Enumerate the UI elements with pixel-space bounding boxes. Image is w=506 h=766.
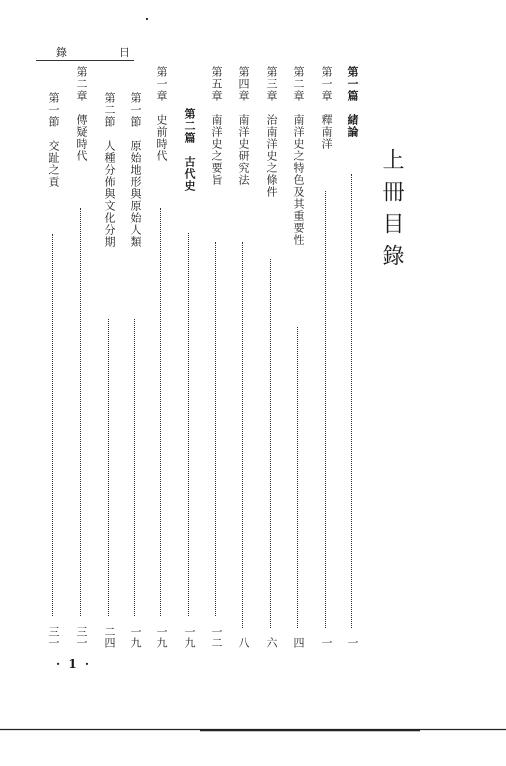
toc-entry-label: 第二節 人種分佈與文化分期 bbox=[103, 92, 116, 248]
toc-entry-label: 第一章 史前時代 bbox=[155, 66, 168, 162]
toc-page-number: 六 bbox=[265, 637, 278, 648]
toc-leader-dots bbox=[215, 242, 216, 616]
toc-leader-dots bbox=[108, 319, 109, 616]
scan-edge-rule bbox=[0, 728, 506, 732]
toc-chapter-entry bbox=[318, 66, 334, 648]
toc-leader-dots bbox=[270, 259, 271, 628]
toc-entry-label: 第一節 交趾之貢 bbox=[47, 92, 60, 188]
toc-page-number: 二四 bbox=[103, 626, 116, 648]
toc-chapter-entry bbox=[73, 66, 89, 648]
running-head bbox=[36, 44, 134, 61]
toc-entry-label: 第二章 傳疑時代 bbox=[75, 66, 88, 162]
toc-page-number: 三一 bbox=[75, 626, 88, 648]
toc-chapter-entry bbox=[235, 66, 251, 648]
page-title: 上冊目錄 bbox=[379, 148, 404, 276]
toc-page-number: 三一 bbox=[47, 626, 60, 648]
toc-page-number: 一九 bbox=[129, 626, 142, 648]
toc-entry-label: 第一篇 緒論 bbox=[346, 66, 359, 138]
toc-chapter-entry bbox=[290, 66, 306, 648]
toc-chapter-entry bbox=[263, 66, 279, 648]
ink-speck bbox=[146, 18, 148, 20]
toc-entry-label: 第二章 南洋史之特色及其重要性 bbox=[292, 66, 305, 246]
toc-leader-dots bbox=[188, 233, 189, 616]
toc-entry-label: 第一章 釋南洋 bbox=[320, 66, 333, 150]
toc-page-number: 一 bbox=[346, 637, 359, 648]
toc-part-entry bbox=[344, 66, 360, 648]
toc-entry-label: 第三章 治南洋史之條件 bbox=[265, 66, 278, 198]
toc-section-entry bbox=[127, 66, 143, 648]
toc-page-number: 一二 bbox=[210, 626, 223, 648]
page-number: · 1 · bbox=[56, 657, 92, 671]
toc-leader-dots bbox=[80, 208, 81, 616]
toc-entry-label: 第五章 南洋史之要旨 bbox=[210, 66, 223, 186]
toc-page-number: 一九 bbox=[155, 626, 168, 648]
toc-page-number: 四 bbox=[292, 637, 305, 648]
toc-leader-dots bbox=[160, 208, 161, 616]
toc-leader-dots bbox=[52, 234, 53, 616]
toc-entry-label: 第二篇 古代史 bbox=[183, 108, 196, 192]
toc-leader-dots bbox=[134, 319, 135, 616]
toc-page-number: 一 bbox=[320, 637, 333, 648]
running-head-left: 錄 bbox=[56, 46, 67, 59]
toc-chapter-entry bbox=[153, 66, 169, 648]
toc-page-number: 一九 bbox=[183, 626, 196, 648]
toc-entry-label: 第一節 原始地形與原始人類 bbox=[129, 92, 142, 248]
toc-chapter-entry bbox=[208, 66, 224, 648]
toc-leader-dots bbox=[325, 191, 326, 628]
toc-leader-dots bbox=[242, 242, 243, 628]
toc-section-entry bbox=[101, 66, 117, 648]
toc-page-number: 八 bbox=[237, 637, 250, 648]
toc-leader-dots bbox=[351, 174, 352, 628]
running-head-right: 日 bbox=[119, 46, 130, 59]
toc-part-entry bbox=[181, 66, 197, 648]
toc-leader-dots bbox=[297, 327, 298, 628]
toc-section-entry bbox=[45, 66, 61, 648]
toc-entry-label: 第四章 南洋史研究法 bbox=[237, 66, 250, 186]
